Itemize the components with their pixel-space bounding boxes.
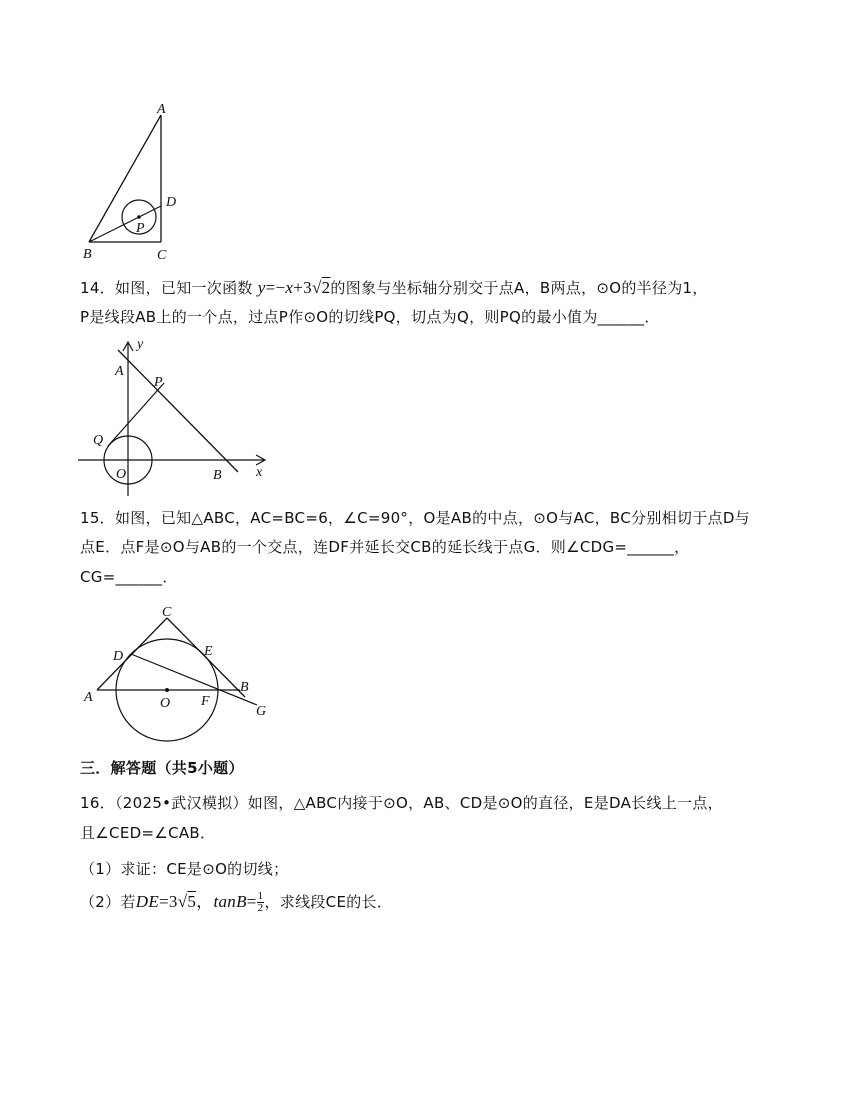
label-E: E <box>204 644 213 659</box>
q15-line3: CG=______． <box>80 568 178 586</box>
label-C: C <box>162 605 172 620</box>
label-P: P <box>154 375 163 390</box>
q16-part2-suffix: ，求线段CE的长． <box>264 893 393 911</box>
figure-q14 <box>76 336 276 501</box>
label-O: O <box>116 467 127 482</box>
section-title: 三．解答题（共5小题） <box>80 759 244 777</box>
q14-equation: y <box>257 278 266 297</box>
label-O: O <box>160 696 171 711</box>
label-y: y <box>137 337 144 352</box>
label-G: G <box>256 704 267 719</box>
label-B: B <box>83 247 92 262</box>
label-C: C <box>157 248 167 263</box>
q14-number: 14． <box>80 279 115 297</box>
q16-part1: （1）求证：CE是⊙O的切线； <box>80 860 289 878</box>
label-D: D <box>113 649 124 664</box>
q16-line2: 且∠CED=∠CAB． <box>80 824 216 842</box>
label-B: B <box>213 468 222 483</box>
label-F: F <box>201 694 210 709</box>
q14-line2: P是线段AB上的一个点，过点P作⊙O的切线PQ，切点为Q，则PQ的最小值为______． <box>80 308 660 326</box>
figure-q13 <box>80 100 190 265</box>
label-A: A <box>115 364 124 379</box>
q14-text-2: 的图象与坐标轴分别交于点A，B两点，⊙O的半径为1， <box>330 279 708 297</box>
label-D: D <box>166 195 177 210</box>
q14-text-1: 如图，已知一次函数 <box>115 279 253 297</box>
q16-part2-prefix: （2）若 <box>80 893 136 911</box>
label-Q: Q <box>93 433 104 448</box>
label-B: B <box>240 680 249 695</box>
figure-q15 <box>80 602 280 747</box>
label-x: x <box>256 465 263 480</box>
q16-condition: DE <box>135 892 160 911</box>
q16-part2: （2）若DE=3√5，tanB= $\frac{1}{2}$ ，求线段CE的长． <box>80 890 393 914</box>
label-A: A <box>84 690 93 705</box>
q15-line1: 15．如图，已知△ABC，AC=BC=6，∠C=90°，O是AB的中点，⊙O与AC，BC分别相切于点D与 <box>80 509 750 527</box>
q15-line2: 点E．点F是⊙O与AB的一个交点，连DF并延长交CB的延长线于点G．则∠CDG=______， <box>80 538 690 556</box>
q14-line1: 14．如图，已知一次函数 y=−x+3√2的图象与坐标轴分别交于点A，B两点，⊙O的半径为1， <box>80 278 708 297</box>
q16-line1: 16．（2025•武汉模拟）如图，△ABC内接于⊙O，AB、CD是⊙O的直径，E是DA长线上一点， <box>80 794 723 812</box>
label-P: P <box>136 221 145 236</box>
label-A: A <box>157 102 166 117</box>
